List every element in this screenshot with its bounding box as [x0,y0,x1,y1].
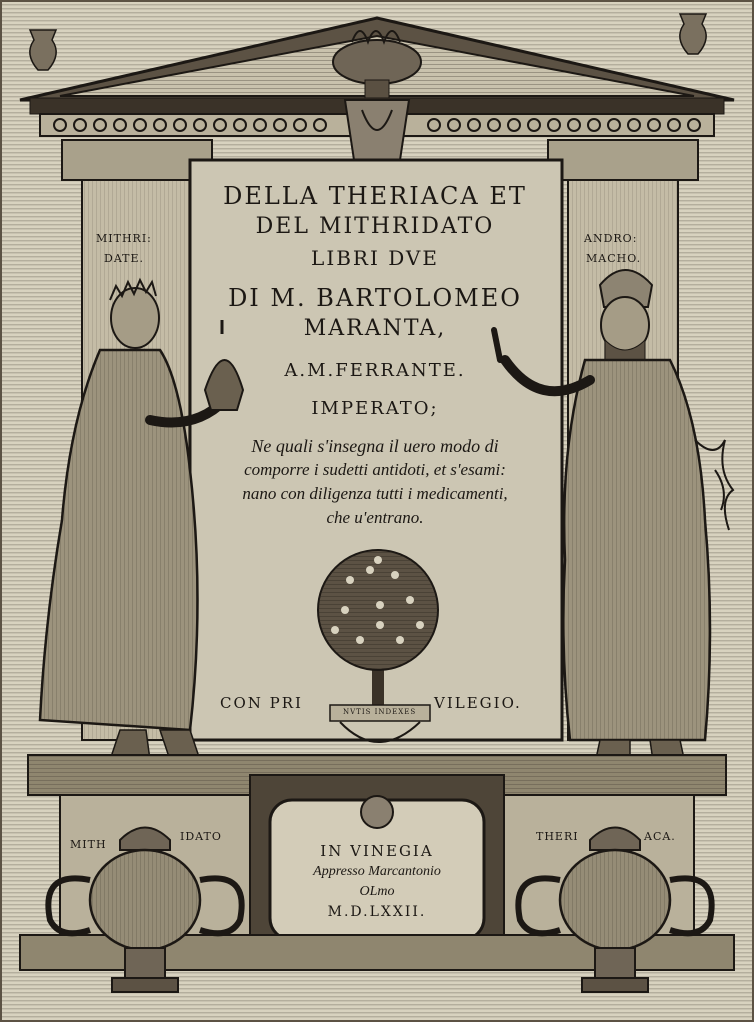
description-line-3: nano con diligenza tutti i medicamenti, [242,484,508,503]
privilege-left: CON PRI [220,694,303,712]
description-line-1: Ne quali s'insegna il uero modo di [251,436,499,456]
author-line-1: DI M. BARTOLOMEO [228,284,522,312]
right-pillar-label-2: MACHO. [586,252,642,265]
left-pillar-label-1: MITHRI: [96,232,152,245]
description-line-4: che u'entrano. [326,508,424,527]
privilege-right: VILEGIO. [434,694,522,712]
imprint-printer: Appresso Marcantonio [313,864,441,879]
base-left-label-a: MITH [70,838,107,851]
right-pillar-label-1: ANDRO: [584,232,638,245]
left-pillar-label-2: DATE. [104,252,145,265]
author-line-2: MARANTA, [303,316,447,341]
base-right-label-a: THERI [536,830,579,843]
imprint-printer-surname: OLmo [359,884,395,899]
base-left-label-b: IDATO [180,830,222,843]
description-line-2: comporre i sudetti antidoti, et s'esami: [244,460,506,479]
title-line-2: DEL MITHRIDATO [255,214,495,239]
tree-ribbon-motto: NVTIS INDEXES [343,708,417,716]
dedicatee-line-2: IMPERATO; [311,398,439,419]
base-right-label-b: ACA. [644,830,676,843]
dedicatee-line-1: A.M.FERRANTE. [284,360,466,381]
title-line-3: LIBRI DVE [311,246,439,270]
title-line-1: DELLA THERIACA ET [223,182,527,210]
imprint-date: M.D.LXXII. [327,904,427,920]
imprint-place: IN VINEGIA [320,842,434,860]
